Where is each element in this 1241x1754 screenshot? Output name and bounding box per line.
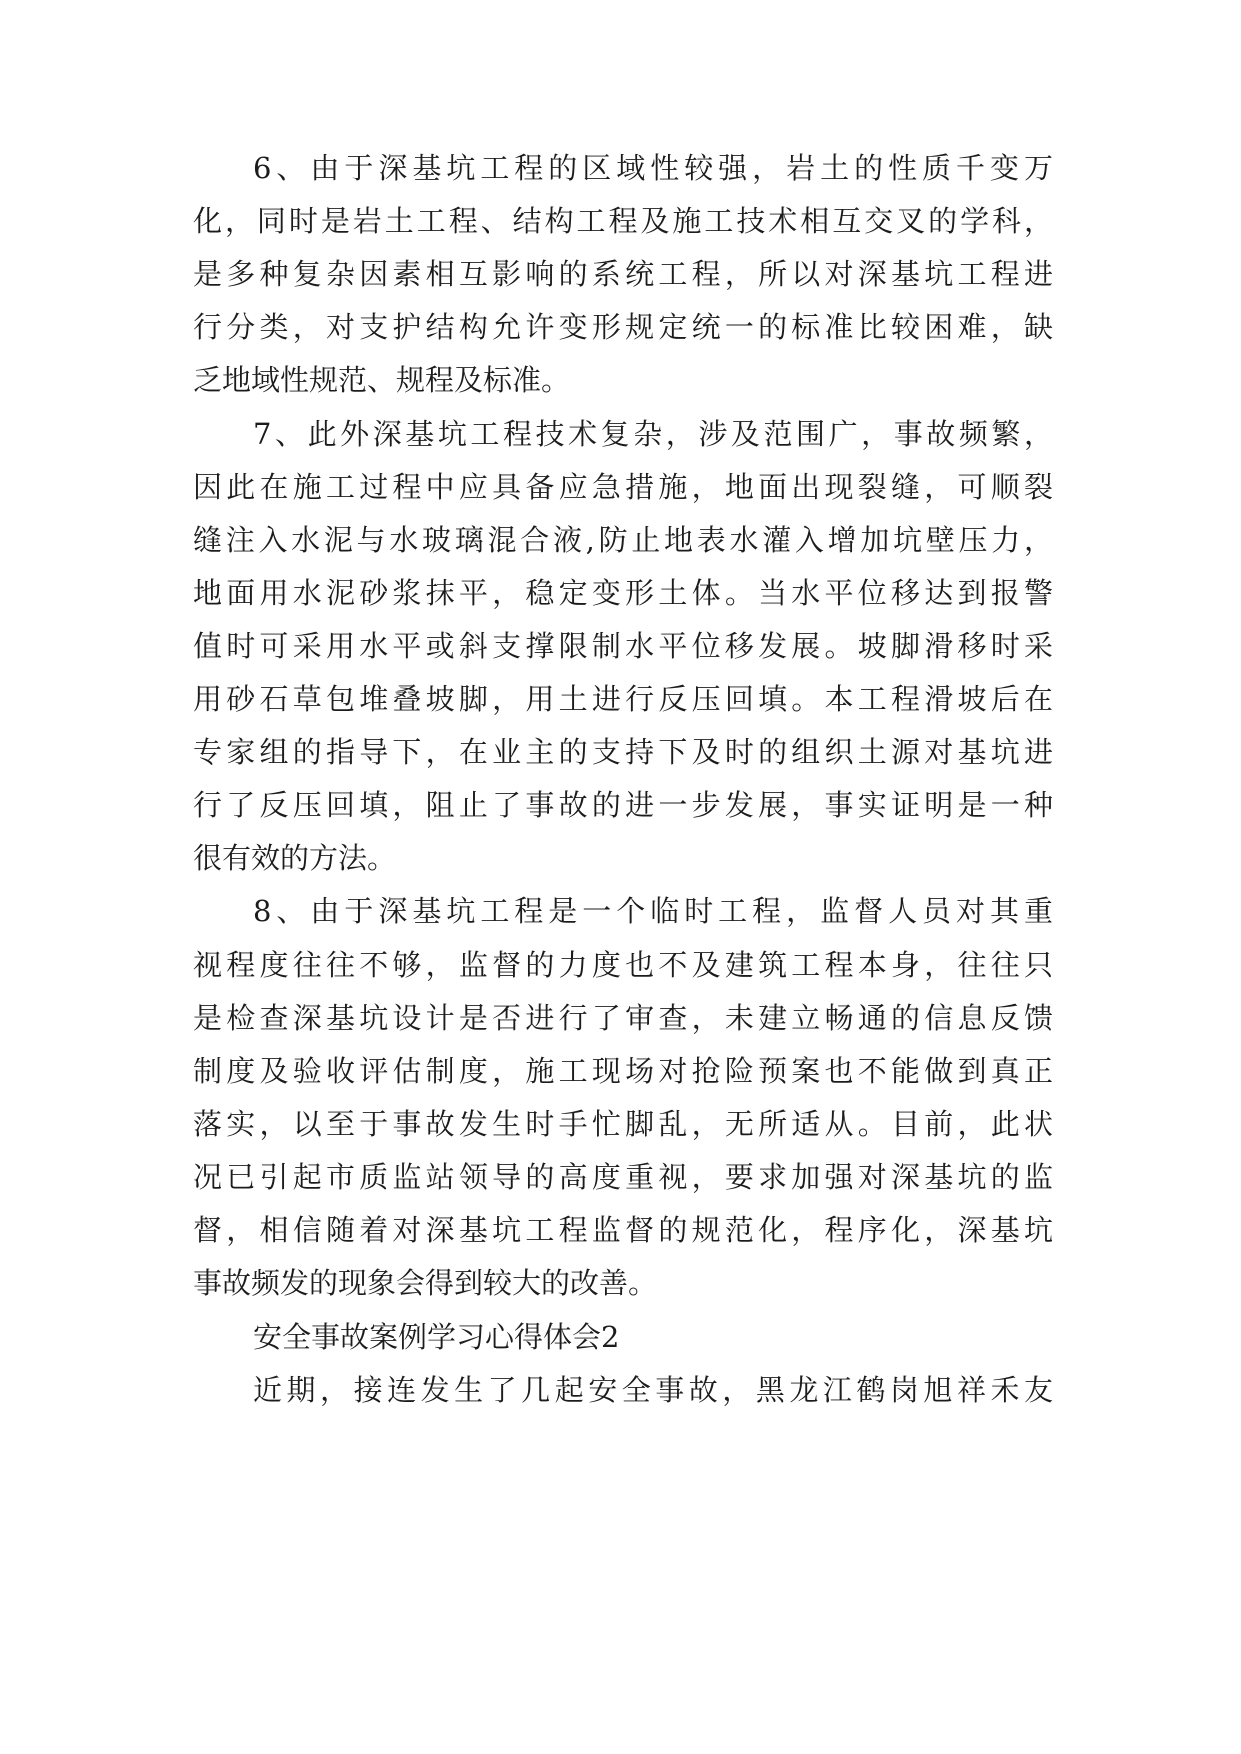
- paragraph-7-line-9: 很有效的方法。: [193, 841, 397, 875]
- paragraph-8-line-4: 制度及验收评估制度，施工现场对抢险预案也不能做到真正: [193, 1054, 1053, 1088]
- paragraph-7-line-2: 因此在施工过程中应具备应急措施，地面出现裂缝，可顺裂: [193, 470, 1053, 504]
- paragraph-6-line-3: 是多种复杂因素相互影响的系统工程，所以对深基坑工程进: [193, 257, 1053, 291]
- paragraph-6-line-5: 乏地域性规范、规程及标准。: [193, 363, 571, 397]
- paragraph-9-line-1: 近期，接连发生了几起安全事故，黑龙江鹤岗旭祥禾友: [253, 1373, 1053, 1407]
- paragraph-6-line-1: 6、由于深基坑工程的区域性较强，岩土的性质千变万: [253, 151, 1053, 185]
- paragraph-7-line-7: 专家组的指导下，在业主的支持下及时的组织土源对基坑进: [193, 735, 1053, 769]
- section-heading: 安全事故案例学习心得体会2: [253, 1320, 620, 1354]
- paragraph-7-line-4: 地面用水泥砂浆抹平，稳定变形土体。当水平位移达到报警: [193, 576, 1053, 610]
- paragraph-8-line-7: 督，相信随着对深基坑工程监督的规范化，程序化，深基坑: [193, 1213, 1053, 1247]
- paragraph-6-line-2: 化，同时是岩土工程、结构工程及施工技术相互交叉的学科，: [193, 204, 1053, 238]
- paragraph-8-line-3: 是检查深基坑设计是否进行了审查，未建立畅通的信息反馈: [193, 1001, 1053, 1035]
- paragraph-7-line-8: 行了反压回填，阻止了事故的进一步发展，事实证明是一种: [193, 788, 1053, 822]
- paragraph-8-line-1: 8、由于深基坑工程是一个临时工程，监督人员对其重: [253, 894, 1053, 928]
- paragraph-7-line-1: 7、此外深基坑工程技术复杂，涉及范围广，事故频繁，: [253, 417, 1053, 451]
- paragraph-8-line-5: 落实，以至于事故发生时手忙脚乱，无所适从。目前，此状: [193, 1107, 1053, 1141]
- paragraph-7-line-3: 缝注入水泥与水玻璃混合液,防止地表水灌入增加坑壁压力，: [193, 523, 1053, 557]
- paragraph-6-line-4: 行分类，对支护结构允许变形规定统一的标准比较困难，缺: [193, 310, 1053, 344]
- paragraph-8-line-8: 事故频发的现象会得到较大的改善。: [193, 1266, 658, 1300]
- paragraph-8-line-2: 视程度往往不够，监督的力度也不及建筑工程本身，往往只: [193, 948, 1053, 982]
- paragraph-7-line-6: 用砂石草包堆叠坡脚，用土进行反压回填。本工程滑坡后在: [193, 682, 1053, 716]
- paragraph-7-line-5: 值时可采用水平或斜支撑限制水平位移发展。坡脚滑移时采: [193, 629, 1053, 663]
- paragraph-8-line-6: 况已引起市质监站领导的高度重视，要求加强对深基坑的监: [193, 1160, 1053, 1194]
